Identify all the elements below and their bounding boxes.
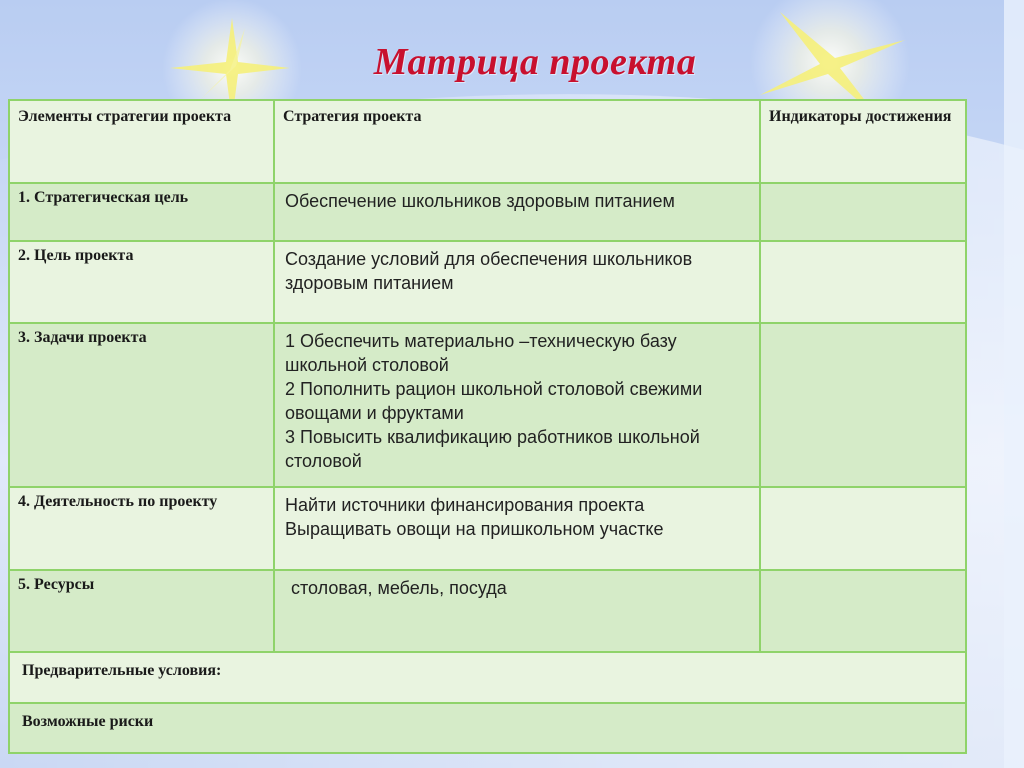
row-indicator-cell (760, 241, 966, 323)
row-indicator-cell (760, 570, 966, 652)
row-value (275, 488, 759, 541)
risks-row (9, 703, 966, 753)
row-label-cell (9, 487, 274, 570)
header-indicators: Индикаторы достижения (769, 108, 952, 125)
row-value-cell (274, 323, 760, 487)
row-value-line: 3 Повысить квалификацию работников школьной столовой (285, 427, 700, 471)
row-value-cell (274, 183, 760, 241)
row-value (275, 184, 759, 213)
project-matrix-table (8, 99, 967, 754)
row-label-cell (9, 241, 274, 323)
row-label: 4. Деятельность по проекту (18, 493, 218, 510)
row-label: 5. Ресурсы (18, 576, 95, 593)
row-value-line: столовая, мебель, посуда (291, 578, 507, 598)
row-label-cell (9, 323, 274, 487)
preconditions-row (9, 652, 966, 703)
row-label: 2. Цель проекта (18, 247, 134, 264)
row-value-cell (274, 570, 760, 652)
row-label: 1. Стратегическая цель (18, 189, 189, 206)
row-value-line: Выращивать овощи на пришкольном участке (285, 519, 664, 539)
header-cell (9, 100, 274, 183)
row-indicator-cell (760, 487, 966, 570)
row-value (275, 242, 759, 295)
table-row (9, 570, 966, 652)
row-value-line: Создание условий для обеспечения школьников здоровым питанием (285, 249, 693, 293)
row-value (275, 324, 759, 473)
row-label-cell (9, 570, 274, 652)
row-label: 3. Задачи проекта (18, 329, 147, 346)
row-value-cell (274, 241, 760, 323)
row-value-line: 1 Обеспечить материально –техническую базу школьной столовой (285, 331, 677, 375)
row-indicator-cell (760, 323, 966, 487)
row-value (275, 571, 759, 600)
row-indicator-cell (760, 183, 966, 241)
header-cell (274, 100, 760, 183)
risks-label: Возможные риски (22, 713, 154, 730)
preconditions-cell (9, 652, 966, 703)
table-row (9, 487, 966, 570)
table-row (9, 241, 966, 323)
row-label-cell (9, 183, 274, 241)
risks-cell (9, 703, 966, 753)
row-value-line: 2 Пополнить рацион школьной столовой свежими овощами и фруктами (285, 379, 703, 423)
row-value-line: Обеспечение школьников здоровым питанием (285, 191, 675, 211)
row-value-line: Найти источники финансирования проекта (285, 495, 645, 515)
slide-title: Матрица проекта (373, 41, 697, 83)
table-row (9, 183, 966, 241)
header-cell (760, 100, 966, 183)
header-strategy: Стратегия проекта (283, 108, 422, 125)
table-row (9, 323, 966, 487)
preconditions-label: Предварительные условия: (22, 662, 222, 679)
header-elements: Элементы стратегии проекта (18, 108, 232, 125)
row-value-cell (274, 487, 760, 570)
table-header-row (9, 100, 966, 183)
